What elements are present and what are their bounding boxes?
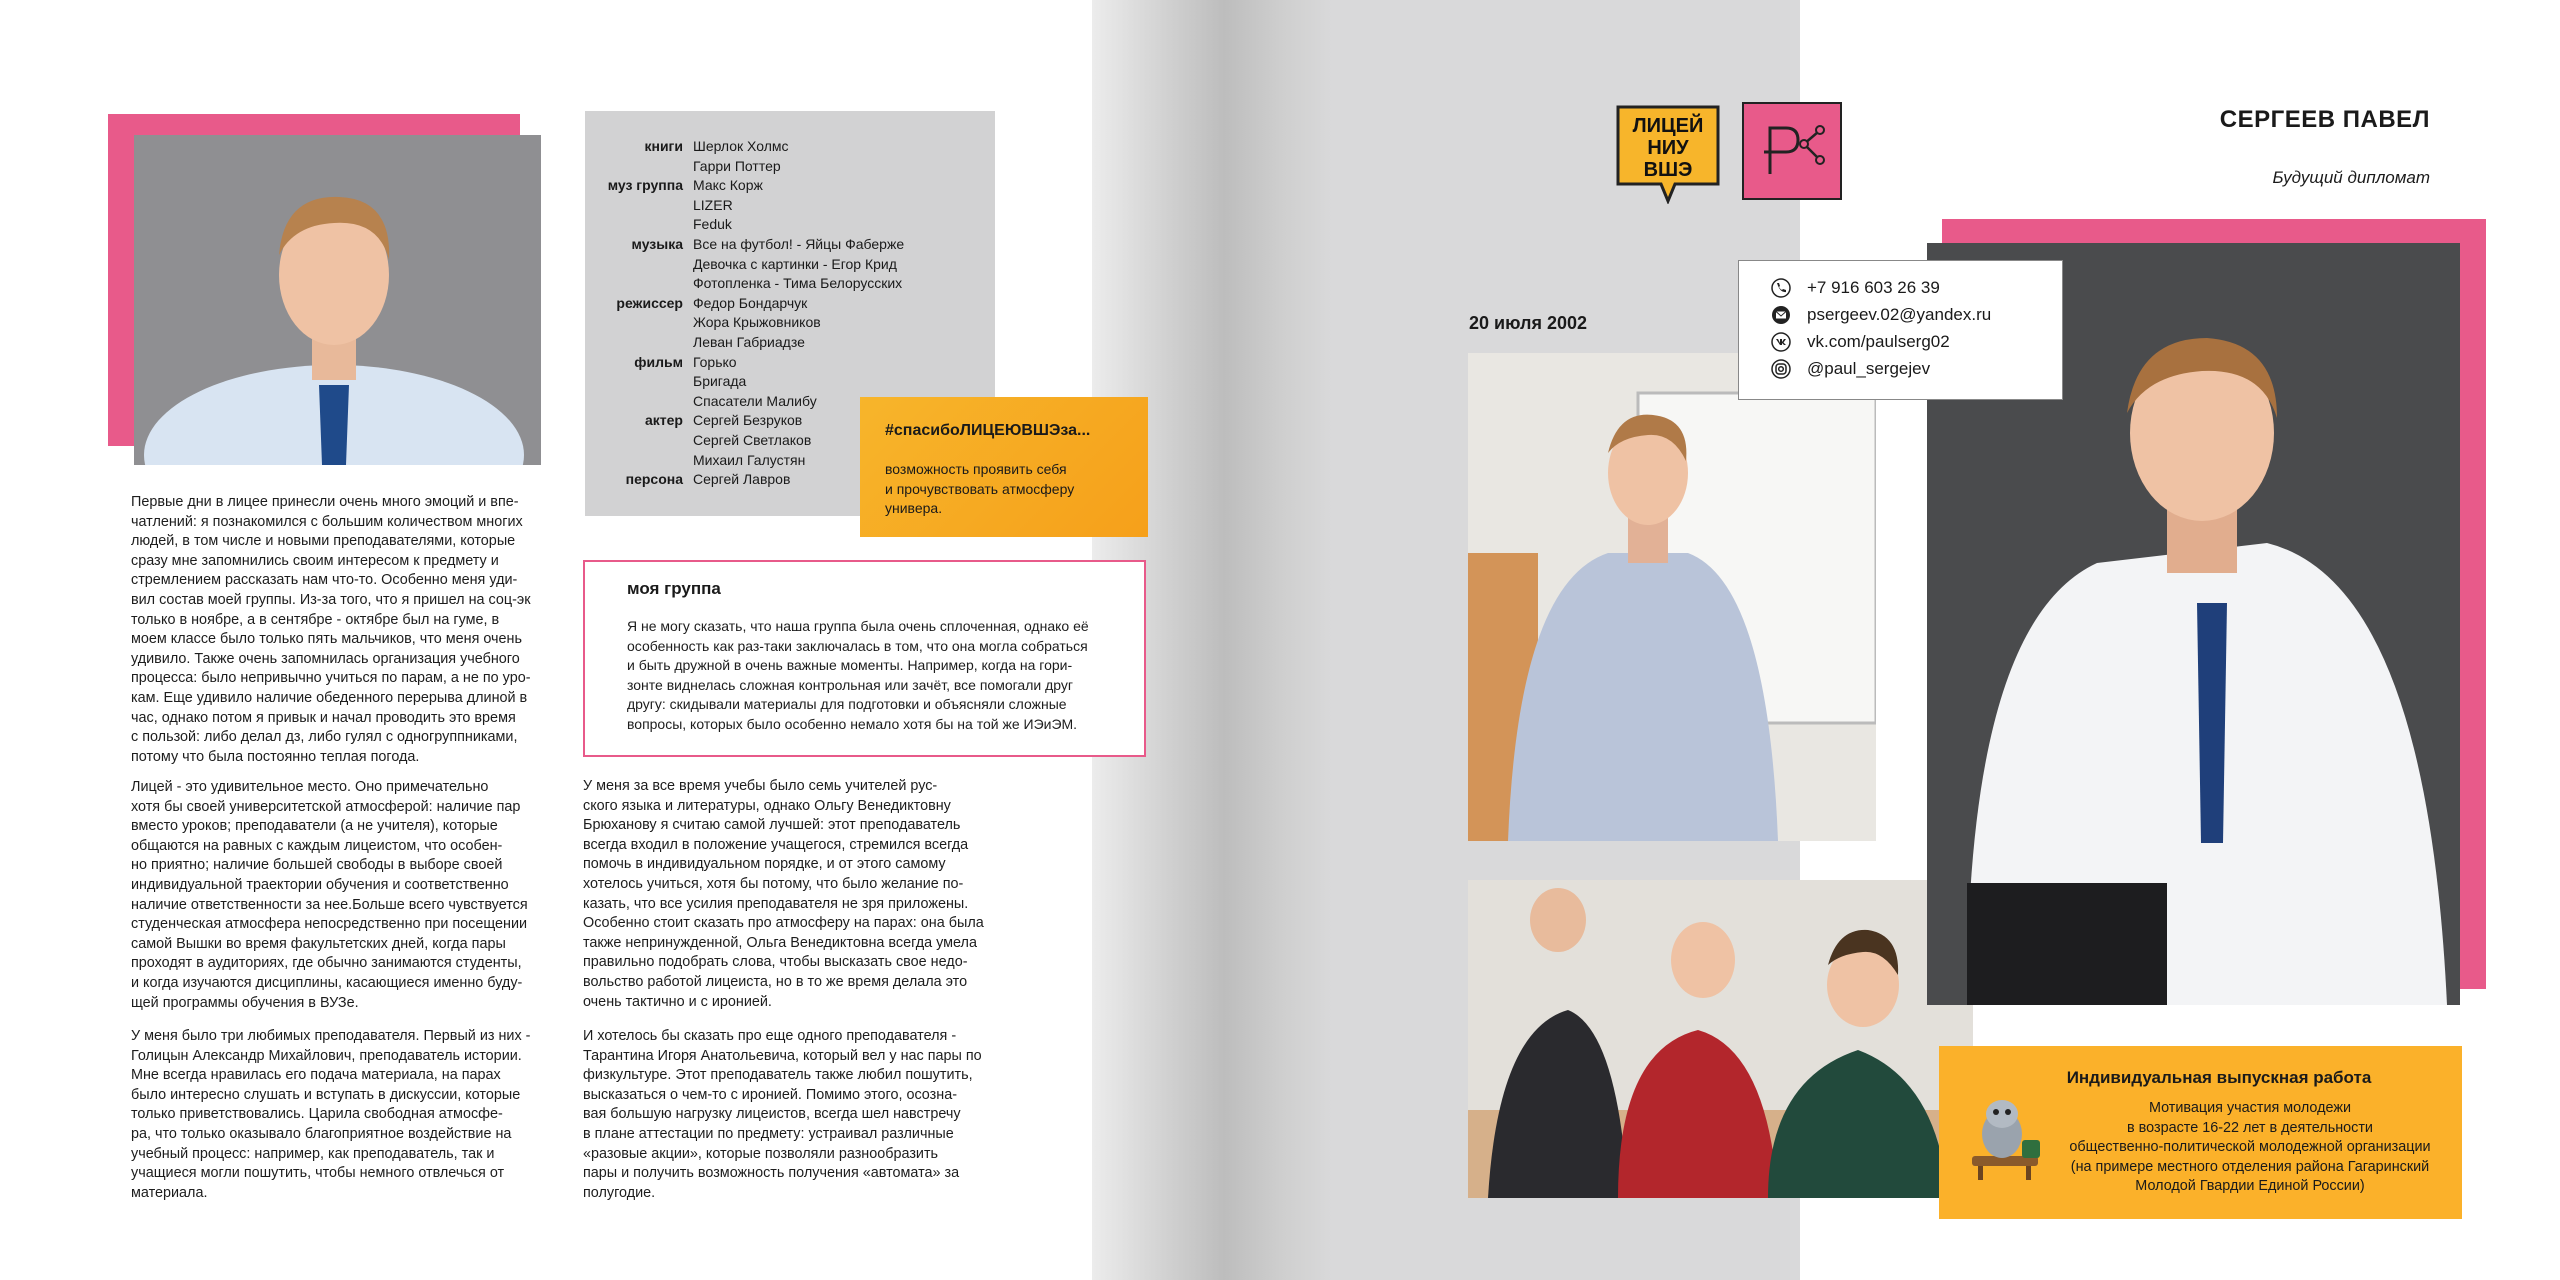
favorite-value: Федор Бондарчук xyxy=(693,294,808,311)
vk-icon xyxy=(1771,332,1791,352)
favorite-category xyxy=(590,157,693,177)
favorite-value: Макс Корж xyxy=(693,177,763,194)
contact-instagram xyxy=(1771,355,2062,382)
student-name: СЕРГЕЕВ ПАВЕЛ xyxy=(2219,106,2430,133)
favorite-value: Сергей Безруков xyxy=(693,412,803,429)
favorite-category: актер xyxy=(645,412,683,429)
middle-paragraph-1: У меня за все время учебы было семь учителей рус- ского языка и литературы, однако Ольгу Венедиктовну Брюханову я считаю самой лучшей: этот преподаватель всегда входил в положение учащегося, стремился всегда помочь в индивидуальном порядке, и от этого самому хотелось учиться, хотя бы потому, что было желание по- казать, что все усилия преподавателя не зря приложены. Особенно стоит сказать про атмосферу на парах: она была также непринужденной, Ольга Венедиктовна всегда умела правильно подобрать слова, чтобы высказать свое недо- вольство работой лицеиста, но в то же время делала это очень тактично и с иронией. xyxy=(583,778,984,1010)
favorite-category xyxy=(590,313,693,333)
contact-phone xyxy=(1771,274,2062,301)
favorite-row xyxy=(590,157,1010,177)
vk-text[interactable]: vk.com/paulserg02 xyxy=(1807,331,1950,351)
favorite-row xyxy=(590,215,1010,235)
favorite-value: Горько xyxy=(693,353,737,370)
favorite-category xyxy=(590,215,693,235)
phone-text[interactable]: +7 916 603 26 39 xyxy=(1807,277,1940,297)
favorite-value: Леван Габриадзе xyxy=(693,333,805,350)
favorite-category xyxy=(590,196,693,216)
group-title: моя группа xyxy=(627,579,721,598)
share-symbol-logo xyxy=(1742,102,1842,200)
favorite-category xyxy=(590,431,693,451)
favorite-category xyxy=(590,392,693,412)
favorite-row xyxy=(590,294,1010,314)
favorite-value: Бригада xyxy=(693,373,747,390)
favorite-value: Сергей Светлаков xyxy=(693,431,812,448)
mail-icon xyxy=(1771,305,1791,325)
favorite-value: Гарри Поттер xyxy=(693,157,781,174)
left-paragraph-3: У меня было три любимых преподавателя. Первый из них - Голицын Александр Михайлович, преподаватель истории. Мне всегда нравилась его подача материала, на парах было интересно слушать и вступать в дискуссии, которые только приветствовались. Царила свободная атмосфе- ра, что только оказывало благоприятное воздействие на учебный процесс: например, как преподаватель, так и учащиеся могли пошутить, чтобы немного отвлечься от материала. xyxy=(131,1028,531,1201)
favorite-category: музыка xyxy=(631,235,683,252)
favorite-row xyxy=(590,176,1010,196)
phone-icon xyxy=(1771,278,1791,298)
thanks-text: возможность проявить себя и прочувствовать атмосферу универа. xyxy=(885,461,1075,517)
mascot-illustration xyxy=(1964,1090,2046,1182)
favorite-value: Спасатели Малибу xyxy=(693,392,817,409)
birth-date: 20 июля 2002 xyxy=(1469,313,1587,333)
favorite-value: Feduk xyxy=(693,216,732,233)
favorite-row xyxy=(590,353,1010,373)
logo-line-3: ВШЭ xyxy=(1643,159,1693,181)
favorite-category xyxy=(590,255,693,275)
student-subtitle: Будущий дипломат xyxy=(2272,168,2430,187)
favorite-category xyxy=(590,451,693,471)
contact-email xyxy=(1771,301,2062,328)
favorite-category: персона xyxy=(625,471,683,488)
email-text[interactable]: psergeev.02@yandex.ru xyxy=(1807,304,1992,324)
favorite-value: Девочка с картинки - Егор Крид xyxy=(693,255,897,272)
middle-paragraph-2: И хотелось бы сказать про еще одного преподавателя - Тарантина Игоря Анатольевича, который вел у нас пары по физкультуре. Этот преподаватель также любил пошутить, высказаться о чем-то с иронией. Помимо этого, осозна- вая большую нагрузку лицеистов, всегда шел навстречу в плане аттестации по предмету: устраивал различные «разовые акции», которые позволяли разнообразить пары и получить возможность получения «автомата» за полугодие. xyxy=(583,1028,982,1201)
favorite-category: книги xyxy=(644,138,683,154)
group-text: Я не могу сказать, что наша группа была очень сплоченная, однако её особенность как раз-таки заключалась в том, что она могла собраться и быть дружной в очень важные моменты. Например, когда на гори- зонте виднелась сложная контрольная или зачёт, все помогали друг другу: скидывали материалы для подготовки и объясняли сложные вопросы, которых было особенно немало хотя бы на той же ИЭиЭМ. xyxy=(627,618,1089,732)
favorite-row xyxy=(590,274,1010,294)
logo-line-1: ЛИЦЕЙ xyxy=(1632,115,1704,137)
favorite-row xyxy=(590,235,1010,255)
logo-line-2: НИУ xyxy=(1647,137,1689,159)
favorite-value: LIZER xyxy=(693,196,733,213)
thanks-title: #спасибоЛИЦЕЮВШЭза... xyxy=(885,422,1091,439)
favorite-value: Сергей Лавров xyxy=(693,471,791,488)
favorite-category xyxy=(590,333,693,353)
favorite-row xyxy=(590,137,1010,157)
contacts-card xyxy=(1738,260,2063,400)
favorite-value: Михаил Галустян xyxy=(693,451,806,468)
left-paragraph-1: Первые дни в лицее принесли очень много эмоций и впе- чатлений: я познакомился с большим количеством многих людей, в том числе и новыми преподавателями, которые сразу мне запомнились своим интересом к предмету и стремлением рассказать нам что-то. Особенно меня уди- вил состав моей группы. Из-за того, что я пришел на соц-эк только в ноябре, а в сентябре - октябре был на гуме, в моем классе было только пять мальчиков, что меня очень удивило. Также очень запомнилась организация учебного процесса: было непривычно учиться по парам, а не по уро- кам. Еще удивило наличие обеденного перерыва длиной в час, однако потом я привык и начал проводить это время с пользой: либо делал дз, либо гулял с одногруппниками, потому что была постоянно теплая погода. xyxy=(131,494,531,765)
project-text: Мотивация участия молодежи в возрасте 16-22 лет в деятельности общественно-политической молодежной организации (на примере местного отделения района Гагаринский Молодой Гвардии Единой России) xyxy=(2069,1100,2431,1195)
standing-photo xyxy=(1468,353,1876,841)
classroom-photo xyxy=(1468,880,1973,1198)
instagram-text[interactable]: @paul_sergejev xyxy=(1807,358,1931,378)
favorite-row xyxy=(590,333,1010,353)
favorite-category: режиссер xyxy=(616,294,683,311)
favorite-value: Жора Крыжовников xyxy=(693,314,821,331)
favorite-category: фильм xyxy=(634,353,683,370)
favorite-value: Все на футбол! - Яйцы Фаберже xyxy=(693,235,905,252)
favorite-row xyxy=(590,255,1010,275)
favorite-value: Шерлок Холмс xyxy=(693,138,789,154)
lyceum-logo xyxy=(1615,104,1721,204)
favorite-category xyxy=(590,274,693,294)
favorite-row xyxy=(590,372,1010,392)
favorite-row xyxy=(590,313,1010,333)
project-title: Индивидуальная выпускная работа xyxy=(2066,1068,2372,1087)
favorite-category xyxy=(590,372,693,392)
favorite-category: муз группа xyxy=(607,177,683,194)
left-paragraph-2: Лицей - это удивительное место. Оно примечательно хотя бы своей университетской атмосферой: наличие пар вместо уроков; преподаватели (а не учителя), которые общаются на равных с каждым лицеистом, что особен- но приятно; наличие большей свободы в выборе своей индивидуальной траектории обучения и соответственно наличие ответственности за нее.Больше всего чувствуется студенческая атмосфера непосредственно при посещении самой Вышки во время факультетских дней, когда пары проходят в аудиториях, где обычно занимаются студенты, и когда изучаются дисциплины, касающиеся именно буду- щей программы обучения в ВУЗе. xyxy=(131,779,528,1011)
favorite-value: Фотопленка - Тима Белорусских xyxy=(693,275,903,292)
portrait-photo-left xyxy=(134,135,541,465)
contact-vk xyxy=(1771,328,2062,355)
instagram-icon xyxy=(1771,359,1791,379)
favorite-row xyxy=(590,196,1010,216)
